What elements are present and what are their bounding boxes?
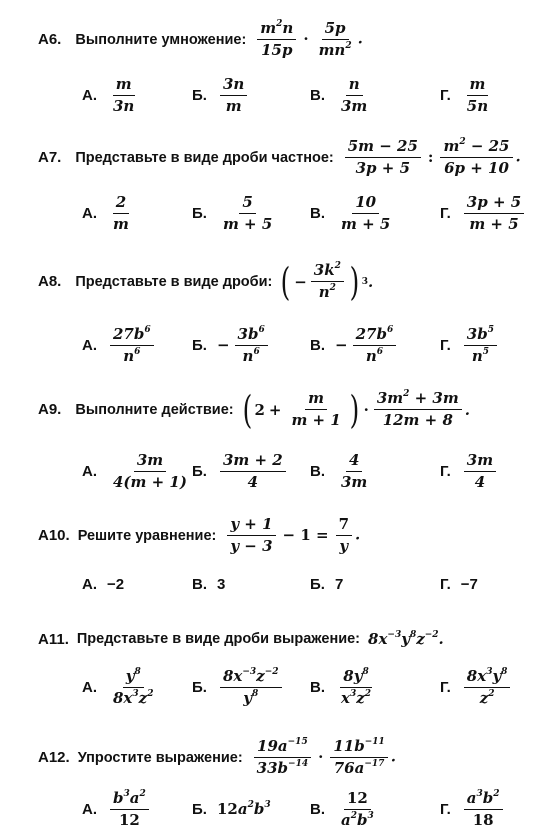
- option-value: 3: [217, 576, 226, 593]
- question-expression: ( − $\frac{3k^2}{n^2}$ ) 3 .: [280, 259, 374, 304]
- option-a[interactable]: А. −2: [82, 576, 125, 593]
- question-expression: $\frac{19a^{-15}}{33b^{-14}}$ · $\frac{11b^{-11}}{76a^{-17}}$ .: [251, 738, 396, 777]
- option-v[interactable]: В. $\frac{n}{3m}$: [310, 75, 368, 115]
- question-number: A11.: [38, 630, 69, 648]
- option-g[interactable]: Г. $\frac{3p + 5}{m + 5}$: [440, 194, 527, 233]
- option-g[interactable]: Г. −7: [440, 576, 478, 593]
- question-text: Представьте в виде дроби:: [75, 273, 273, 290]
- question-a7: [38, 138, 521, 177]
- option-a[interactable]: А. $\frac{y^8}{8x^3z^2}$: [82, 667, 154, 707]
- option-v[interactable]: В. 3: [192, 576, 226, 593]
- option-g[interactable]: Г. $\frac{m}{5n}$: [440, 75, 489, 115]
- option-v[interactable]: В. $\frac{4}{3m}$: [310, 451, 368, 491]
- option-a[interactable]: А. $\frac{3m}{4(m + 1)}$: [82, 451, 187, 491]
- question-a12: [38, 738, 396, 777]
- question-number: A10.: [38, 527, 70, 544]
- option-g[interactable]: Г. $\frac{3b^5}{n^5}$: [440, 326, 500, 365]
- option-value: −2: [107, 576, 125, 593]
- option-v[interactable]: В. $\frac{12}{a^2b^3}$: [310, 789, 374, 829]
- question-text: Представьте в виде дроби выражение:: [76, 631, 361, 647]
- question-number: A6.: [38, 31, 62, 48]
- option-b[interactable]: Б. $\frac{3n}{m}$: [192, 76, 250, 115]
- question-number: A7.: [38, 149, 62, 166]
- option-b[interactable]: Б. − $\frac{3b^6}{n^6}$: [192, 326, 271, 365]
- option-a[interactable]: А. $\frac{2}{m}$: [82, 193, 129, 233]
- question-number: A8.: [38, 273, 62, 290]
- option-b[interactable]: Б. 7: [310, 576, 344, 593]
- question-expression: $\frac{5m - 25}{3p + 5}$ : $\frac{m^2 - 25}{6p + 10}$ .: [342, 138, 521, 177]
- question-text: Упростите выражение:: [77, 749, 243, 766]
- option-a[interactable]: А. $\frac{b^3a^2}{12}$: [82, 790, 152, 829]
- question-a9: [38, 387, 470, 432]
- option-b[interactable]: Б. $\frac{5}{m + 5}$: [192, 193, 273, 233]
- option-b[interactable]: Б. $\frac{8x^{-3}z^{-2}}{y^8}$: [192, 668, 285, 707]
- question-number: A9.: [38, 401, 62, 418]
- question-expression: $8x^{-3}y^8z^{-2}$.: [368, 630, 444, 648]
- option-g[interactable]: Г. $\frac{8x^3y^8}{z^2}$: [440, 668, 513, 707]
- question-a10: [38, 516, 360, 555]
- option-b[interactable]: Б. $\frac{3m + 2}{4}$: [192, 452, 289, 491]
- question-text: Выполните умножение:: [75, 31, 247, 48]
- question-expression: $\frac{m^2n}{15p}$ · $\frac{5p}{mn^2}$ .: [254, 20, 363, 59]
- question-text: Решите уравнение:: [77, 527, 217, 544]
- question-expression: $\frac{y + 1}{y - 3}$ − 1 = $\frac{7}{y}$ .: [224, 516, 360, 555]
- question-text: Представьте в виде дроби частное:: [75, 149, 334, 166]
- question-expression: ( 2 + $\frac{m}{m + 1}$ ) · $\frac{3m^2 + 3m}{12m + 8}$ .: [242, 387, 470, 432]
- option-g[interactable]: Г. $\frac{a^3b^2}{18}$: [440, 790, 506, 829]
- option-value: 7: [334, 576, 344, 593]
- option-v[interactable]: В. − $\frac{27b^6}{n^6}$: [310, 326, 399, 365]
- option-b[interactable]: Б. $12a^2b^3$: [192, 800, 271, 818]
- option-a[interactable]: А. $\frac{27b^6}{n^6}$: [82, 326, 157, 365]
- option-a[interactable]: А. $\frac{m}{3n}$: [82, 75, 135, 115]
- option-v[interactable]: В. $\frac{10}{m + 5}$: [310, 193, 391, 233]
- option-value: −7: [460, 576, 478, 593]
- question-a6: [38, 20, 363, 59]
- option-g[interactable]: Г. $\frac{3m}{4}$: [440, 452, 499, 491]
- question-number: A12.: [38, 749, 70, 766]
- question-a11: [38, 630, 444, 648]
- question-a8: [38, 259, 374, 304]
- question-text: Выполните действие:: [75, 401, 234, 418]
- option-v[interactable]: В. $\frac{8y^8}{x^3z^2}$: [310, 667, 372, 707]
